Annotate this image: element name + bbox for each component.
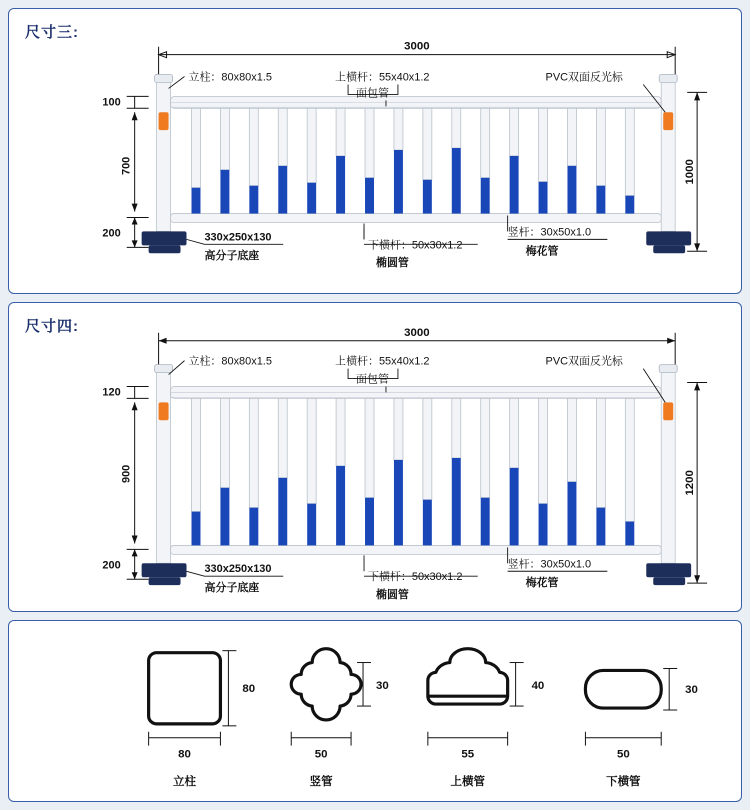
drawing-size-3	[9, 9, 741, 293]
panel-title-size-3: 尺寸三:	[25, 24, 79, 41]
bottom-rail-profile-label: 下横管	[606, 776, 641, 789]
callout-post-4: 立柱：80x80x1.5	[188, 355, 272, 368]
profile-post	[149, 651, 255, 788]
bottom-rail-height-label: 30	[685, 684, 698, 697]
pvc-reflector-right	[663, 112, 673, 130]
callout-post: 立柱：80x80x1.5	[188, 71, 272, 84]
vertical-bars-4	[192, 398, 635, 545]
profile-top-rail	[428, 649, 544, 788]
callout-base-size: 330x250x130	[204, 231, 272, 244]
panel-size-4	[8, 302, 742, 612]
callout-oval-tube-4: 椭圆管	[375, 589, 409, 602]
left-dimensions-group	[102, 96, 148, 247]
top-rail-profile-label: 上横管	[450, 776, 485, 789]
post-height-label: 80	[242, 683, 256, 696]
bottom-rail-width-label: 50	[616, 748, 630, 761]
callout-top-rail-4: 上横杆：55x40x1.2	[335, 355, 430, 368]
vertical-profile-label: 竖管	[309, 776, 333, 789]
callout-polymer-base-4: 高分子底座	[204, 582, 260, 595]
callout-polymer-base: 高分子底座	[204, 250, 260, 263]
callout-top-rail: 上横杆：55x40x1.2	[335, 71, 430, 84]
profile-vertical	[291, 649, 389, 788]
pvc-reflector-right-4	[663, 402, 673, 420]
fence-assembly-4	[142, 365, 691, 586]
left-dim-200-4: 200	[102, 559, 121, 572]
callout-bottom-rail-4: 下横杆：50x30x1.2	[368, 571, 463, 584]
drawing-profiles	[9, 621, 741, 801]
right-dimension-group	[684, 92, 707, 251]
top-dimension-label: 3000	[404, 40, 430, 53]
callout-plum-tube-4: 梅花管	[525, 577, 559, 590]
right-dimension-group-4	[684, 382, 707, 583]
vertical-height-label: 30	[375, 680, 389, 693]
post-width-label: 80	[178, 748, 191, 761]
left-dim-200: 200	[102, 227, 121, 240]
top-dimension-label-4: 3000	[404, 326, 430, 339]
panel-size-3	[8, 8, 742, 294]
vertical-width-label: 50	[314, 748, 328, 761]
top-rail-width-label: 55	[461, 748, 475, 761]
profile-bottom-rail	[585, 668, 697, 788]
callout-base-size-4: 330x250x130	[204, 563, 272, 576]
vertical-bars	[192, 108, 635, 213]
pvc-reflector-left	[159, 112, 169, 130]
callout-plum-tube: 梅花管	[525, 245, 559, 258]
right-dim-1000: 1000	[684, 159, 697, 185]
left-dim-100: 100	[102, 96, 121, 109]
callout-oval-tube: 椭圆管	[375, 257, 409, 270]
callout-bread-tube: 面包管	[356, 87, 389, 100]
left-dim-900: 900	[120, 464, 133, 483]
bottom-rail	[171, 214, 662, 223]
pvc-reflector-left-4	[159, 402, 169, 420]
left-dim-120: 120	[102, 386, 121, 399]
callout-bread-tube-4: 面包管	[356, 373, 389, 386]
panel-profiles	[8, 620, 742, 802]
callout-vertical-bar: 竖杆：30x50x1.0	[507, 226, 592, 239]
right-dim-1200: 1200	[684, 470, 697, 496]
fence-assembly-3	[142, 75, 691, 254]
callout-bottom-rail: 下横杆：50x30x1.2	[368, 239, 463, 252]
callout-pvc-4: PVC双面反光标	[545, 355, 623, 368]
panel-title-size-4: 尺寸四:	[25, 318, 79, 335]
left-dimensions-group-4	[102, 386, 148, 579]
drawing-size-4	[9, 303, 741, 611]
bottom-rail-4	[171, 545, 662, 554]
callout-vertical-bar-4: 竖杆：30x50x1.0	[507, 558, 592, 571]
top-rail-height-label: 40	[531, 680, 545, 693]
post-profile-label: 立柱	[173, 776, 196, 789]
callout-pvc: PVC双面反光标	[545, 71, 623, 84]
left-dim-700: 700	[120, 156, 133, 176]
